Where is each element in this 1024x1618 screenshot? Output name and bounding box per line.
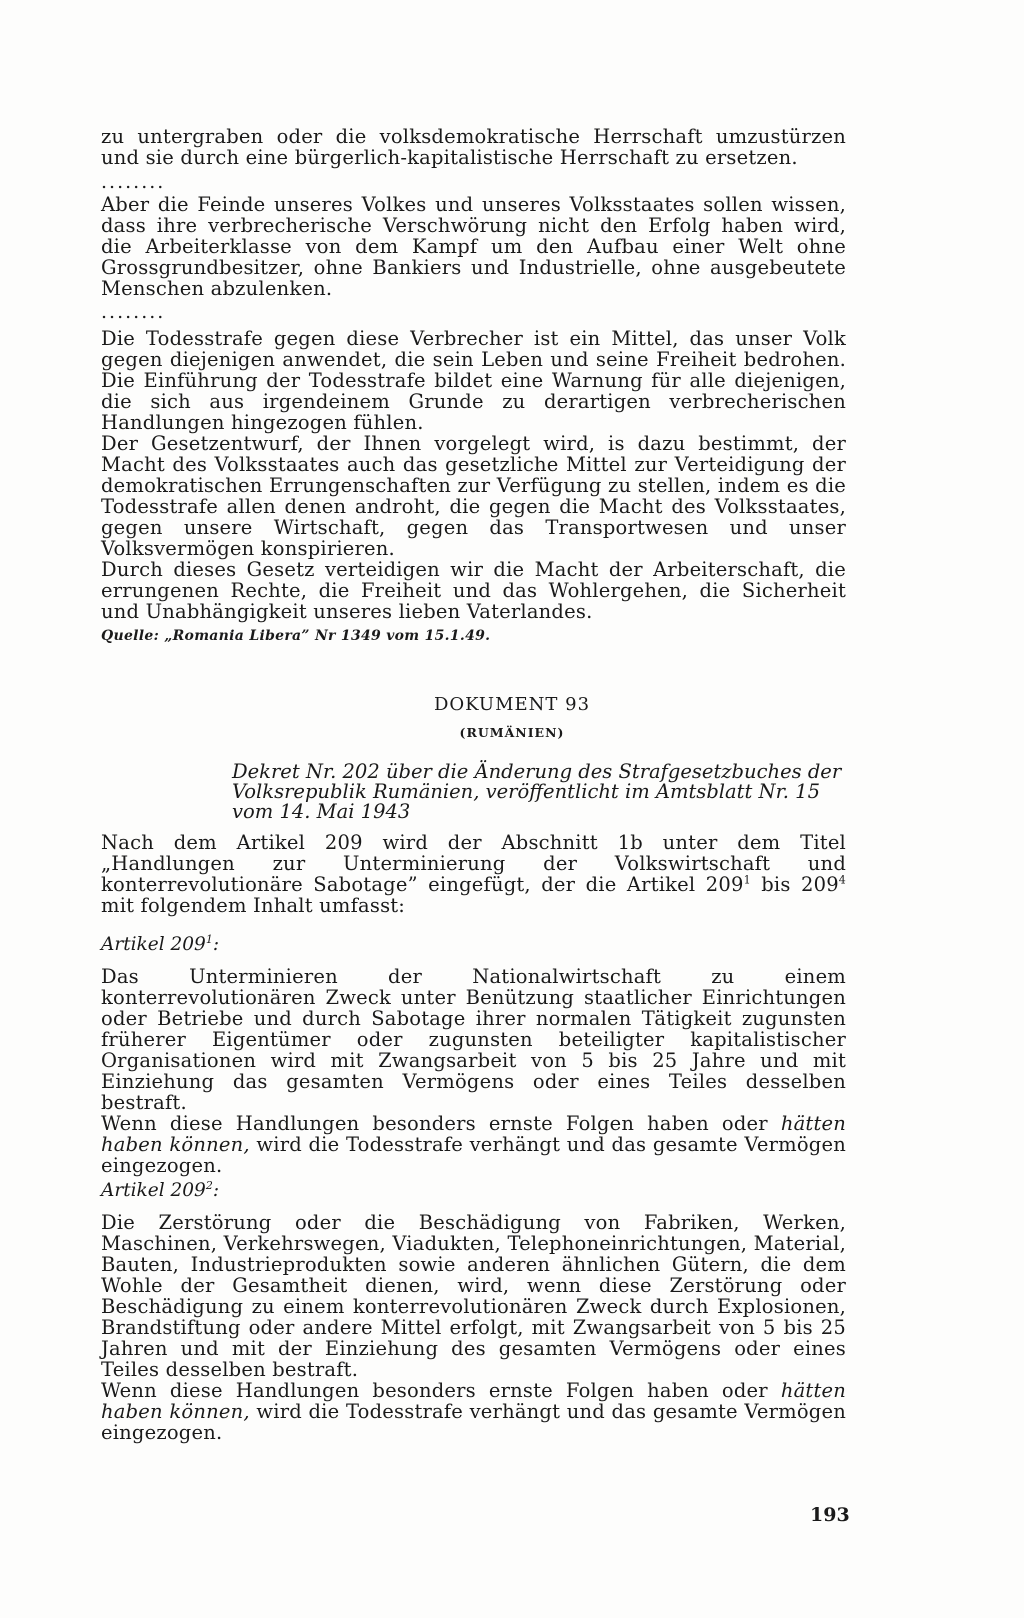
decree-intro-text — [101, 832, 846, 916]
article-1-p2-part-b: wird die Todesstrafe verhängt und das gesamte Vermögen eingezogen. — [101, 1133, 846, 1177]
article-2-paragraph-2 — [101, 1380, 846, 1443]
continuation-text — [101, 126, 846, 168]
decree-intro — [101, 832, 846, 916]
paragraph-death-penalty-3: Durch dieses Gesetz verteidigen wir die Macht der Arbeiterschaft, die errungenen Rechte, die Freiheit und das Wohlergehen, die Sicherheit und Unabhängigkeit unseres lieben Vaterlandes. — [101, 558, 846, 623]
article-1-title-text: Artikel 209 — [101, 934, 206, 955]
article-1-paragraph-1: Das Unterminieren der Nationalwirtschaft zu einem konterrevolutionären Zweck unter Benützung staatlicher Einrichtungen oder Betriebe und durch Sabotage ihrer normalen Tätigkeit zugunsten früherer Eigentümer oder zugunsten beteiligter kapitalistischer Organisationen wird mit Zwangsarbeit von 5 bis 25 Jahre und mit Einziehung das gesamten Vermögens oder eines Teiles desselben bestraft. — [101, 965, 846, 1114]
decree-intro-part-a: Nach dem Artikel 209 wird der Abschnitt 1b unter dem Titel „Handlungen zur Unterminierung der Volkswirtschaft und konterrevolutionäre Sabotage” eingefügt, der die Artikel 209 — [101, 831, 846, 896]
continuation-line-1: zu untergraben oder die volksdemokratische Herrschaft umzustürzen — [101, 125, 846, 148]
paragraph-enemies — [101, 194, 846, 299]
ellipsis-1: ........ — [101, 171, 166, 193]
article-2-title-sup: 2 — [205, 1178, 213, 1192]
article-1-title-sup: 1 — [205, 932, 213, 946]
article-1-body — [101, 966, 846, 1176]
paragraph-enemies-text: Aber die Feinde unseres Volkes und unseres Volksstaates sollen wissen, dass ihre verbrecherische Verschwörung nicht den Erfolg haben wird, die Arbeiterklasse von dem Kampf um den Aufbau einer Welt ohne Grossgrundbesitzer, ohne Bankiers und Industrielle, ohne ausgebeutete Menschen abzulenken. — [101, 193, 846, 300]
document-country: (RUMÄNIEN) — [459, 725, 565, 740]
article-2-p2-emphasis: hätten haben können, — [101, 1379, 846, 1423]
article-2-body — [101, 1212, 846, 1443]
decree-title — [232, 762, 846, 822]
article-2-title-text: Artikel 209 — [101, 1180, 206, 1201]
source-citation: Quelle: „Romania Libera” Nr 1349 vom 15.1.49. — [101, 628, 491, 644]
article-1-p2-emphasis: hätten haben können, — [101, 1112, 846, 1156]
decree-intro-part-c: mit folgendem Inhalt umfasst: — [101, 894, 406, 917]
article-1-paragraph-2 — [101, 1113, 846, 1176]
article-2-title-colon: : — [212, 1180, 220, 1201]
decree-intro-part-b: bis 209 — [750, 873, 839, 896]
article-2-paragraph-1: Die Zerstörung oder die Beschädigung von Fabriken, Werken, Maschinen, Verkehrswegen, Viadukten, Telephoneinrichtungen, Material, Bauten, Industrieprodukten sowie anderen ähnlichen Gütern, die dem Wohle der Gesamtheit dienen, wird, wenn diese Zerstörung oder Beschädigung zu einem konterrevolutionären Zweck durch Explosionen, Brandstiftung oder andere Mittel erfolgt, mit Zwangsarbeit von 5 bis 25 Jahren und mit der Einziehung des gesamten Vermögens oder eines Teiles desselben bestraft. — [101, 1211, 846, 1381]
ellipsis-2: ........ — [101, 301, 166, 323]
article-1-p2-part-a: Wenn diese Handlungen besonders ernste Folgen haben oder — [101, 1112, 781, 1135]
article-1-title — [101, 934, 219, 955]
article-2-title — [101, 1180, 219, 1201]
page-number: 193 — [810, 1504, 850, 1526]
paragraph-death-penalty-1: Die Todesstrafe gegen diese Verbrecher ist ein Mittel, das unser Volk gegen diejenigen anwendet, die sein Leben und seine Freiheit bedrohen. Die Einführung der Todesstrafe bildet eine Warnung für alle diejenigen, die sich aus irgendeinem Grunde zu derartigen verbrecherischen Handlungen hingezogen fühlen. — [101, 327, 846, 434]
paragraph-death-penalty-2: Der Gesetzentwurf, der Ihnen vorgelegt wird, is dazu bestimmt, der Macht des Volksstaates auch das gesetzliche Mittel zur Verteidigung der demokratischen Errungenschaften zur Verfügung zu stellen, indem es die Todesstrafe allen denen androht, die gegen die Macht des Volksstaates, gegen unsere Wirtschaft, gegen das Transportwesen und unser Volksvermögen konspirieren. — [101, 432, 846, 560]
decree-title-text: Dekret Nr. 202 über die Änderung des Strafgesetzbuches der Volksrepublik Rumänien, veröffentlicht im Amtsblatt Nr. 15 vom 14. Mai 1943 — [232, 760, 842, 823]
article-2-p2-part-a: Wenn diese Handlungen besonders ernste Folgen haben oder — [101, 1379, 781, 1402]
decree-intro-sup-4: 4 — [838, 873, 846, 887]
article-1-title-colon: : — [212, 934, 220, 955]
article-2-p2-part-b: wird die Todesstrafe verhängt und das gesamte Vermögen eingezogen. — [101, 1400, 846, 1444]
document-heading: DOKUMENT 93 — [433, 694, 591, 715]
continuation-line-2: und sie durch eine bürgerlich-kapitalistische Herrschaft zu ersetzen. — [101, 146, 798, 169]
paragraph-death-penalty — [101, 328, 846, 622]
decree-intro-sup-1: 1 — [743, 873, 751, 887]
